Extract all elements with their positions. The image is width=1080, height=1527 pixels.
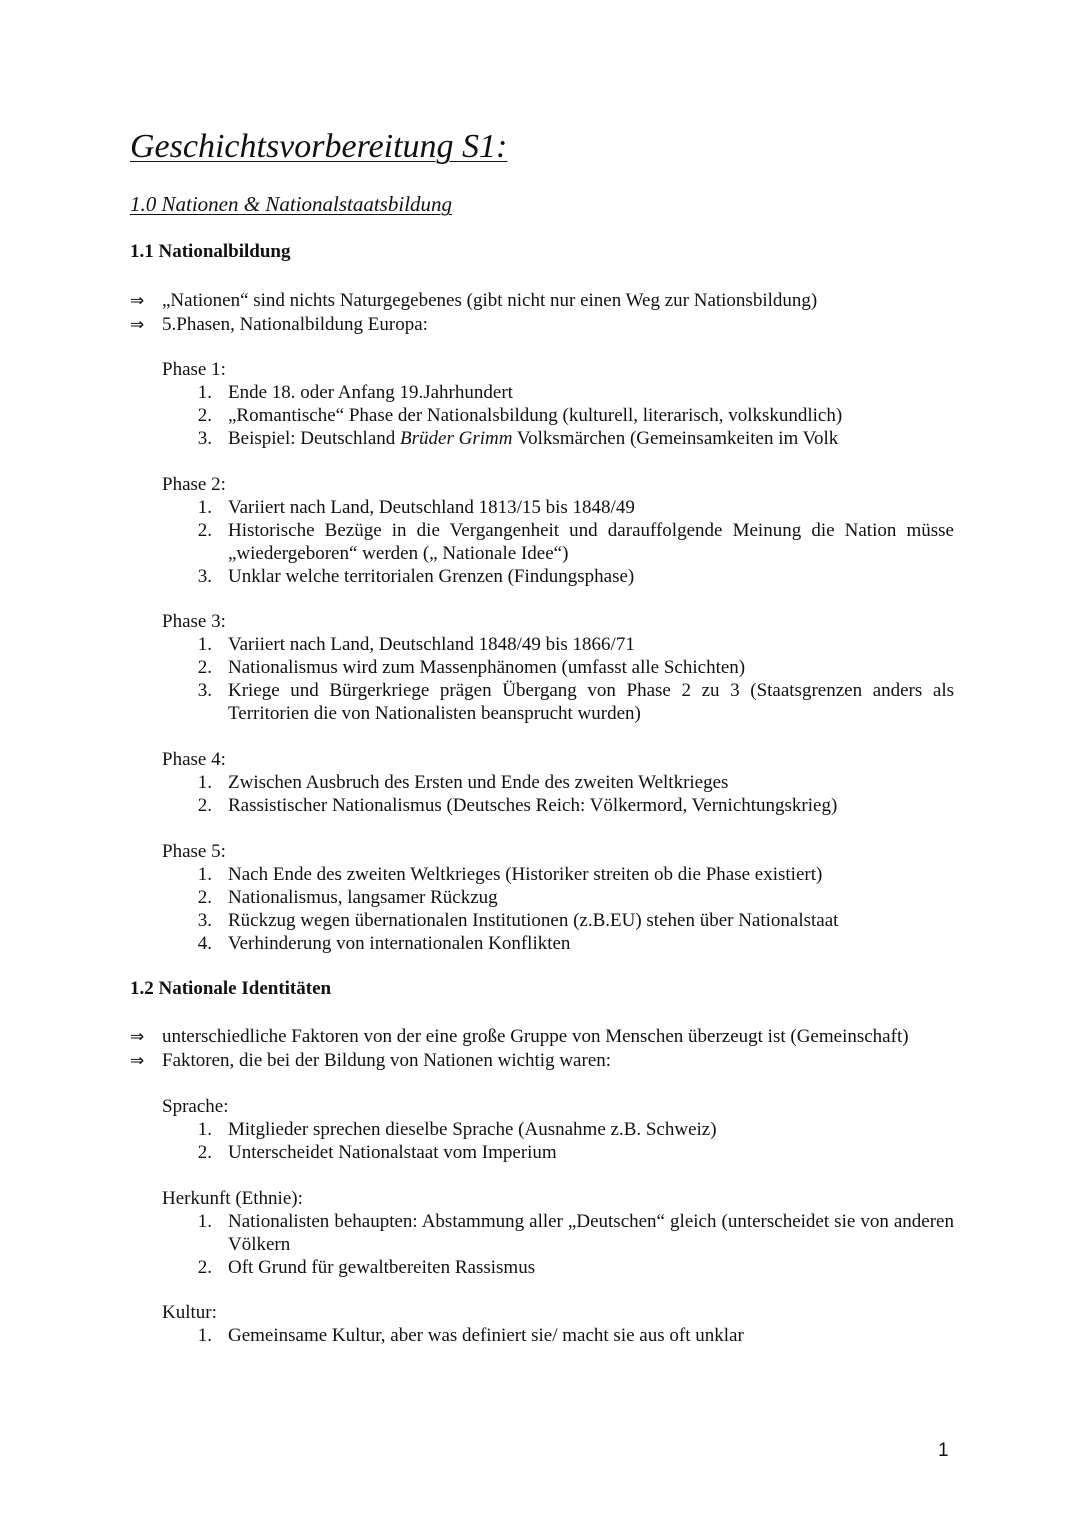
phase-1-block: [162, 358, 954, 450]
factor-item-list: [162, 1118, 954, 1164]
list-item: 1. Ende 18. oder Anfang 19.Jahrhundert: [197, 382, 513, 403]
phase-3-block: [162, 610, 954, 725]
list-item: 2. Nationalismus wird zum Massenphänomen (umfasst alle Schichten): [197, 657, 746, 678]
list-item: 1. Nach Ende des zweiten Weltkrieges (Historiker streiten ob die Phase existiert): [197, 864, 823, 885]
list-item: 1. Mitglieder sprechen dieselbe Sprache (Ausnahme z.B. Schweiz): [197, 1119, 717, 1140]
arrow-point: ⇒ unterschiedliche Faktoren von der eine große Gruppe von Menschen überzeugt ist (Gemeinschaft): [130, 1026, 909, 1047]
factor-sprache-block: [162, 1095, 954, 1164]
factor-label: Sprache:: [162, 1096, 229, 1117]
arrow-point: ⇒ „Nationen“ sind nichts Naturgegebenes (gibt nicht nur einen Weg zur Nationsbildung): [130, 290, 818, 311]
phase-label: Phase 4:: [162, 749, 226, 770]
list-item: 1. Variiert nach Land, Deutschland 1848/49 bis 1866/71: [197, 634, 635, 655]
section-heading-nationalbildung: 1.1 Nationalbildung: [130, 241, 291, 262]
double-arrow-icon: ⇒: [130, 291, 145, 311]
document-title: Geschichtsvorbereitung S1:: [130, 128, 508, 165]
phase-item-list: [162, 381, 954, 450]
list-item: 2. „Romantische“ Phase der Nationalsbildung (kulturell, literarisch, volkskundlich): [197, 405, 843, 426]
phase-label: Phase 2:: [162, 474, 226, 495]
phase-label: Phase 5:: [162, 841, 226, 862]
double-arrow-icon: ⇒: [130, 1027, 145, 1047]
phase-label: Phase 3:: [162, 611, 226, 632]
list-item: 1. Gemeinsame Kultur, aber was definiert sie/ macht sie aus oft unklar: [197, 1325, 744, 1346]
phase-item-list: [162, 771, 954, 817]
section2-arrow-list: [130, 1025, 960, 1073]
list-item: 1. Variiert nach Land, Deutschland 1813/15 bis 1848/49: [197, 497, 635, 518]
double-arrow-icon: ⇒: [130, 315, 145, 335]
list-item: 3. Beispiel: Deutschland Brüder Grimm Volksmärchen (Gemeinsamkeiten im Volk: [197, 428, 839, 449]
section-heading-nationale-identitaeten: 1.2 Nationale Identitäten: [130, 978, 332, 999]
arrow-point: ⇒ 5.Phasen, Nationalbildung Europa:: [130, 314, 428, 335]
list-item: 2. Nationalismus, langsamer Rückzug: [197, 887, 498, 908]
factor-kultur-block: [162, 1301, 954, 1347]
list-item: 2. Unterscheidet Nationalstaat vom Imperium: [197, 1142, 557, 1163]
double-arrow-icon: ⇒: [130, 1051, 145, 1071]
section1-arrow-list: [130, 289, 960, 337]
phase-item-list: [162, 633, 954, 725]
list-item: 2. Oft Grund für gewaltbereiten Rassismus: [197, 1257, 536, 1278]
phase-2-block: [162, 473, 954, 588]
list-item: 1. Zwischen Ausbruch des Ersten und Ende des zweiten Weltkrieges: [197, 772, 729, 793]
factor-item-list: [162, 1210, 954, 1279]
phase-5-block: [162, 840, 954, 955]
phase-item-list: [162, 496, 954, 588]
phase-4-block: [162, 748, 954, 817]
italic-emphasis: Brüder Grimm: [400, 428, 513, 449]
list-item: 2. Rassistischer Nationalismus (Deutsches Reich: Völkermord, Vernichtungskrieg): [197, 795, 838, 816]
list-item: 2. Historische Bezüge in die Vergangenheit und darauffolgende Meinung die Nation müsse „wiedergeboren“ werden („ Nationale Idee“): [197, 520, 954, 564]
list-item: 3. Kriege und Bürgerkriege prägen Übergang von Phase 2 zu 3 (Staatsgrenzen anders als Territorien die von Nationalisten beansprucht wurden): [197, 680, 954, 724]
factor-label: Kultur:: [162, 1302, 217, 1323]
page-number: 1: [938, 1440, 949, 1461]
list-item: 4. Verhinderung von internationalen Konflikten: [197, 933, 571, 954]
list-item: 3. Unklar welche territorialen Grenzen (Findungsphase): [197, 566, 635, 587]
factor-label: Herkunft (Ethnie):: [162, 1188, 303, 1209]
chapter-subtitle: 1.0 Nationen & Nationalstaatsbildung: [130, 192, 453, 216]
arrow-point: ⇒ Faktoren, die bei der Bildung von Nationen wichtig waren:: [130, 1050, 612, 1071]
list-item: 3. Rückzug wegen übernationalen Institutionen (z.B.EU) stehen über Nationalstaat: [197, 910, 839, 931]
factor-item-list: [162, 1324, 954, 1347]
list-item: 1. Nationalisten behaupten: Abstammung aller „Deutschen“ gleich (unterscheidet sie von anderen Völkern: [197, 1211, 954, 1255]
phase-label: Phase 1:: [162, 359, 226, 380]
phase-item-list: [162, 863, 954, 955]
factor-herkunft-block: [162, 1187, 954, 1279]
